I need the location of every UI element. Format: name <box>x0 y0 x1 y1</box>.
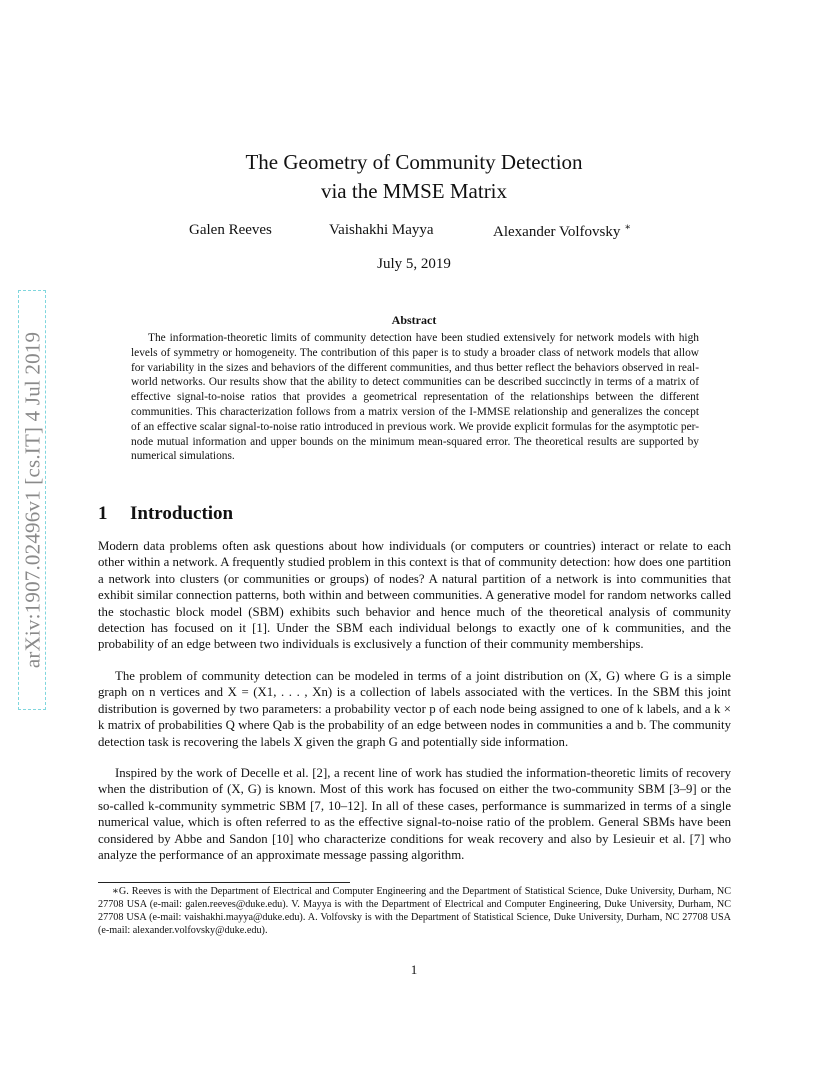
page-number: 1 <box>410 962 418 977</box>
footnote-mark[interactable]: ∗ <box>624 222 632 233</box>
abstract-text: The information-theoretic limits of community detection have been studied extensively for network models with high levels of symmetry or homogeneity. The contribution of this paper is to study a broader class of network models that allow for variability in the sizes and behaviors of the different communities, and thus better reflect the behaviors observed in real-world networks. Our results show that the ability to detect communities can be described succinctly in terms of a matrix of effective signal-to-noise ratios that provides a geometrical representation of the relationships between the different communities. This characterization follows from a matrix version of the I-MMSE relationship and generalizes the concept of an effective scalar signal-to-noise ratio introduced in previous work. We provide explicit formulas for the asymptotic per-node mutual information and upper bounds on the minimum mean-squared error. The theoretical results are supported by numerical simulations. <box>131 332 699 463</box>
author-1: Galen Reeves <box>189 222 272 238</box>
section-title: Introduction <box>130 503 234 524</box>
arxiv-identifier[interactable]: arXiv:1907.02496v1 [cs.IT] 4 Jul 2019 <box>20 331 45 669</box>
author-3 <box>493 222 631 241</box>
author-3-name: Alexander Volfovsky <box>493 224 621 240</box>
paragraph-3: Inspired by the work of Decelle et al. [2], a recent line of work has studied the information-theoretic limits of recovery when the distribution of (X, G) is known. Most of this work has focused on either the two-community SBM [3–9] or the so-called k-community symmetric SBM [7, 10–12]. In all of these cases, performance is summarized in terms of a single numerical value, which is often referred to as the effective signal-to-noise ratio of the problem. General SBMs have been considered by Abbe and Sandon [10] who characterize conditions for weak recovery and also by Lesieuir et al. [7] who analyze the performance of an approximate message passing algorithm. <box>98 766 731 863</box>
section-number: 1 <box>98 503 108 524</box>
paper-title-line-1: The Geometry of Community Detection <box>245 150 583 174</box>
author-2: Vaishakhi Mayya <box>329 222 434 238</box>
footnote-text: ∗G. Reeves is with the Department of Electrical and Computer Engineering and the Department of Statistical Science, Duke University, Durham, NC 27708 USA (e-mail: galen.reeves@duke.edu). V. Mayya is with the Department of Electrical and Computer Engineering, Duke University, Durham, NC 27708 USA (e-mail: vaishakhi.mayya@duke.edu). A. Volfovsky is with the Department of Statistical Science, Duke University, Durham, NC 27708 USA (e-mail: alexander.volfovsky@duke.edu). <box>98 886 731 936</box>
paragraph-1: Modern data problems often ask questions about how individuals (or computers or countries) interact or relate to each other within a network. A frequently studied problem in this context is that of community detection: how does one partition a network into clusters (or communities or groups) of nodes? A natural partition of a network is into communities that exhibit similar connection patterns, both within and between communities. A generative model for random networks called the stochastic block model (SBM) exhibits such behavior and hence much of the theoretical analysis of community detection has focused on it [1]. Under the SBM each individual belongs to exactly one of k communities, and the probability of an edge between two individuals is exclusively a function of their community memberships. <box>98 539 731 652</box>
abstract-heading: Abstract <box>391 313 437 327</box>
section-heading <box>98 503 233 525</box>
footnote-rule <box>98 882 350 883</box>
paper-title-line-2: via the MMSE Matrix <box>320 179 508 203</box>
paper-date: July 5, 2019 <box>377 256 451 272</box>
paragraph-2: The problem of community detection can be modeled in terms of a joint distribution on (X, G) where G is a simple graph on n vertices and X = (X1, . . . , Xn) is a collection of labels associated with the vertices. In the SBM this joint distribution is governed by two parameters: a probability vector p of each node being assigned to one of k labels, and a k × k matrix of probabilities Q where Qab is the probability of an edge between nodes in communities a and b. The community detection task is recovering the labels X given the graph G and potentially side information. <box>98 669 731 749</box>
